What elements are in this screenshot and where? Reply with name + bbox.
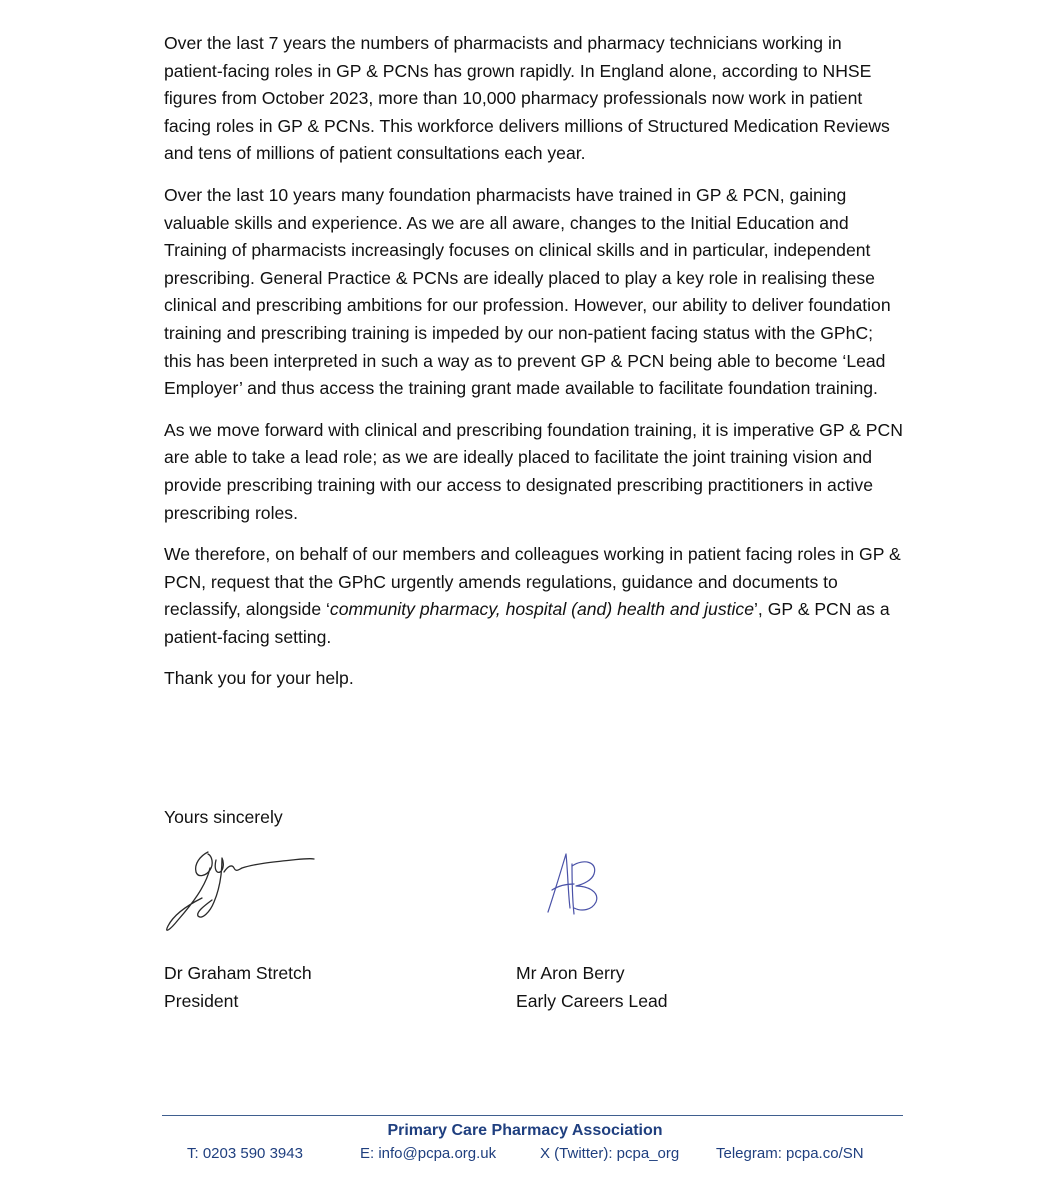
footer-organisation: Primary Care Pharmacy Association bbox=[387, 1122, 663, 1139]
signature-aron-berry bbox=[542, 846, 606, 918]
request-text-end: ’, GP & PCN as a patient-facing setting. bbox=[164, 599, 890, 647]
paragraph-workforce-growth: Over the last 7 years the numbers of pharmacists and pharmacy technicians working in patient-facing roles in GP & PCNs has grown rapidly. In England alone, according to NHSE figures from October 2023, more than 10,000 pharmacy professionals now work in patient facing roles in GP & PCNs. This workforce delivers millions of Structured Medication Reviews and tens of millions of patient consultations each year. bbox=[164, 33, 890, 164]
request-text-italic: community pharmacy, hospital (and) health and justice bbox=[329, 599, 755, 620]
signatory-title: Early Careers Lead bbox=[516, 991, 668, 1011]
signatory-name: Mr Aron Berry bbox=[516, 963, 625, 983]
footer-telegram: Telegram: pcpa.co/SN bbox=[716, 1145, 864, 1162]
signatory-title: President bbox=[164, 991, 239, 1011]
footer-phone: T: 0203 590 3943 bbox=[187, 1145, 303, 1162]
signatory-aron-berry bbox=[516, 959, 668, 1015]
signatory-name: Dr Graham Stretch bbox=[164, 963, 312, 983]
footer-divider bbox=[162, 1115, 903, 1116]
letter-body bbox=[164, 30, 904, 693]
signature-graham-stretch bbox=[162, 842, 322, 938]
footer-twitter: X (Twitter): pcpa_org bbox=[540, 1145, 680, 1162]
request-text-start: We therefore, on behalf of our members and colleagues working in patient facing roles in GP & PCN, request that the GPhC urgently amends regulations, guidance and documents to reclassify, alongside ‘ bbox=[164, 544, 901, 620]
footer-email: E: info@pcpa.org.uk bbox=[360, 1145, 497, 1162]
paragraph-request bbox=[164, 541, 904, 651]
closing-line: Yours sincerely bbox=[164, 807, 283, 827]
paragraph-lead-role: As we move forward with clinical and prescribing foundation training, it is imperative GP & PCN are able to take a lead role; as we are ideally placed to facilitate the joint training vision and provide prescribing training with our access to designated prescribing practitioners in active prescribing roles. bbox=[164, 419, 903, 523]
paragraph-foundation-training: Over the last 10 years many foundation pharmacists have trained in GP & PCN, gaining valuable skills and experience. As we are all aware, changes to the Initial Education and Training of pharmacists increasingly focuses on clinical skills and in particular, independent prescribing. General Practice & PCNs are ideally placed to play a key role in realising these clinical and prescribing ambitions for our profession. However, our ability to deliver foundation training and prescribing training is impeded by our non-patient facing status with the GPhC; this has been interpreted in such a way as to prevent GP & PCN being able to become ‘Lead Employer’ and thus access the training grant made available to facilitate foundation training. bbox=[164, 184, 891, 399]
signatory-graham-stretch bbox=[164, 959, 312, 1015]
thanks-line: Thank you for your help. bbox=[164, 668, 354, 689]
